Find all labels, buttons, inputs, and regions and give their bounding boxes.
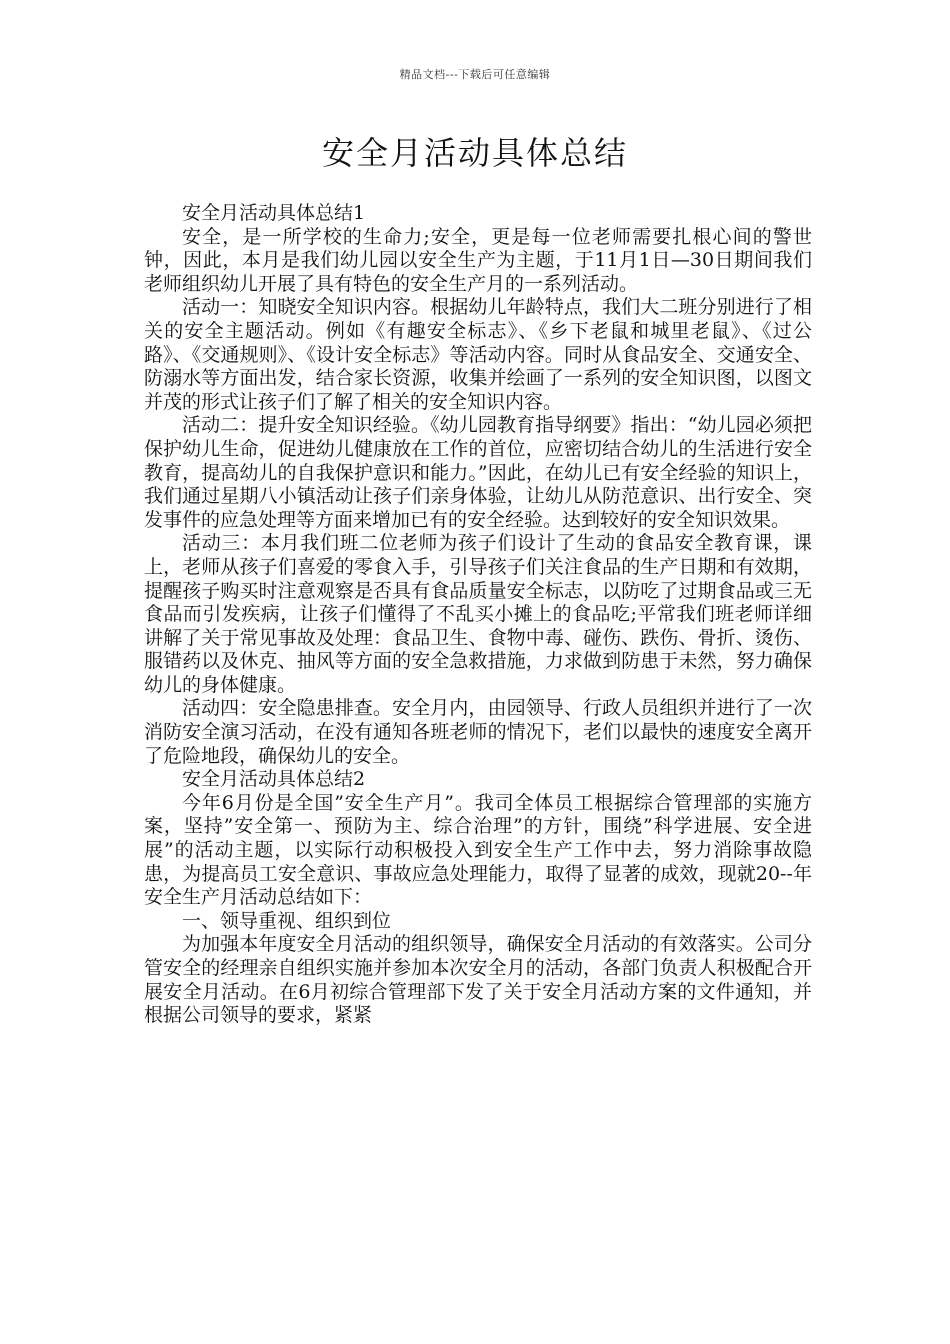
paragraph: 活动四：安全隐患排查。安全月内，由园领导、行政人员组织并进行了一次消防安全演习活动，在没有通知各班老师的情况下，老们以最快的速度安全离开了危险地段，确保幼儿的安全。 xyxy=(144,697,812,767)
paragraph: 活动三：本月我们班二位老师为孩子们设计了生动的食品安全教育课，课上，老师从孩子们喜爱的零食入手，引导孩子们关注食品的生产日期和有效期，提醒孩子购买时注意观察是否具有食品质量安全标志，以防吃了过期食品或三无食品而引发疾病，让孩子们懂得了不乱买小摊上的食品吃;平常我们班老师详细讲解了关于常见事故及处理：食品卫生、食物中毒、碰伤、跌伤、骨折、烫伤、服错药以及休克、抽风等方面的安全急救措施，力求做到防患于未然，努力确保幼儿的身体健康。 xyxy=(144,532,812,696)
paragraph: 活动一：知晓安全知识内容。根据幼儿年龄特点，我们大二班分别进行了相关的安全主题活动。例如《有趣安全标志》、《乡下老鼠和城里老鼠》、《过公路》、《交通规则》、《设计安全标志》等活动内容。同时从食品安全、交通安全、防溺水等方面出发，结合家长资源，收集并绘画了一系列的安全知识图，以图文并茂的形式让孩子们了解了相关的安全知识内容。 xyxy=(144,296,812,413)
document-title: 安全月活动具体总结 xyxy=(321,134,628,172)
subsection-heading: 一、领导重视、组织到位 xyxy=(182,909,392,932)
paragraph: 为加强本年度安全月活动的组织领导，确保安全月活动的有效落实。公司分管安全的经理亲自组织实施并参加本次安全月的活动，各部门负责人积极配合开展安全月活动。在6月初综合管理部下发了关于安全月活动方案的文件通知，并根据公司领导的要求，紧紧 xyxy=(144,933,812,1027)
document-body xyxy=(144,202,812,1028)
paragraph: 今年6月份是全国”安全生产月”。我司全体员工根据综合管理部的实施方案，坚持”安全第一、预防为主、综合治理”的方针，围绕”科学进展、安全进展”的活动主题，以实际行动积极投入到安全生产工作中去，努力消除事故隐患，为提高员工安全意识、事故应急处理能力，取得了显著的成效，现就20--年安全生产月活动总结如下： xyxy=(144,791,812,909)
header-note: 精品文档---下载后可任意编辑 xyxy=(399,68,551,81)
section-heading: 安全月活动具体总结2 xyxy=(182,768,366,791)
section-heading: 安全月活动具体总结1 xyxy=(182,202,366,224)
paragraph: 活动二：提升安全知识经验。《幼儿园教育指导纲要》指出：“幼儿园必须把保护幼儿生命，促进幼儿健康放在工作的首位，应密切结合幼儿的生活进行安全教育，提高幼儿的自我保护意识和能力。”因此，在幼儿已有安全经验的知识上，我们通过星期八小镇活动让孩子们亲身体验，让幼儿从防范意识、出行安全、突发事件的应急处理等方面来增加已有的安全经验。达到较好的安全知识效果。 xyxy=(144,414,812,531)
paragraph: 安全，是一所学校的生命力;安全，更是每一位老师需要扎根心间的警世钟，因此，本月是我们幼儿园以安全生产为主题，于11月1日—30日期间我们老师组织幼儿开展了具有特色的安全生产月的一系列活动。 xyxy=(144,225,812,295)
